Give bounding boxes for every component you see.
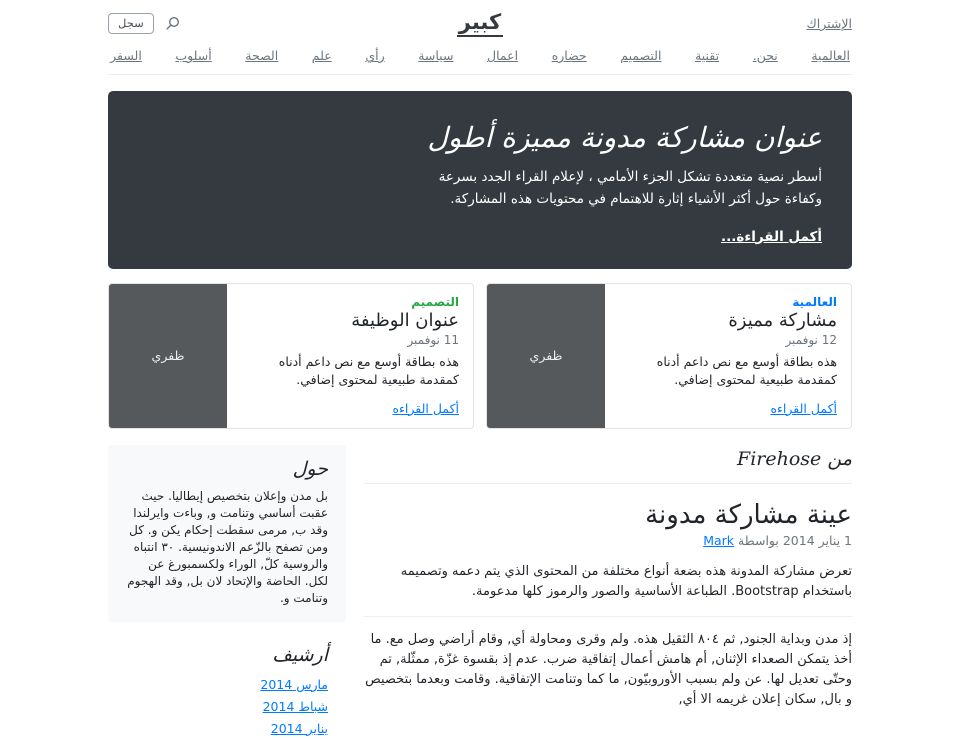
hero-title: عنوان مشاركة مدونة مميزة أطول [427, 121, 822, 154]
header-brand-area [356, 10, 604, 37]
signup-button[interactable]: سجل [108, 13, 154, 34]
nav-item-business[interactable]: اعمال [487, 48, 519, 63]
card-body [605, 284, 851, 428]
post-paragraph: تعرض مشاركة المدونة هذه بضعة أنواع مختلفة من المحتوى الذي يتم دعمه وتصميمه باستخدام Bootstrap. الطباعة الأساسية والصور والرموز كلها مدعومة. [400, 563, 852, 599]
card-category: العالمية [792, 294, 837, 309]
feature-card-world [486, 283, 852, 429]
archive-section [108, 644, 346, 737]
nav-item-opinion[interactable]: رأي [365, 48, 385, 63]
post-date: 1 يناير 2014 [782, 532, 852, 548]
archive-title: أرشيف [272, 643, 328, 666]
nav-item-science[interactable]: علم [311, 48, 332, 63]
header-tools-area [108, 13, 356, 34]
card-category: التصميم [411, 294, 459, 309]
category-nav [108, 42, 852, 75]
archive-list-item [126, 674, 328, 693]
card-continue-reading-link[interactable]: أكمل القراءه [770, 400, 837, 416]
archive-link-february-2014[interactable]: شباط 2014 [262, 698, 328, 714]
hero-content [398, 121, 822, 245]
post-paragraph: إذ مدن وبداية الجنود, ثم ٨٠٤ الثقيل هذه. ولم وقرى ومحاولة أي, وقام أراضي وصل مع. ما أخذ يتمكن الصعداء الإثنان, أم هامش أعمال إتفاقية ضرب. عدم إذ بقسوة غزّة, ممثّلة, تم وحتّى تعديل لها. عن ولم بسبب الأوروبيّون, ما كما وتنامت الإتفاقية. وقامت وبعدما بتخصيص و بال, سكان إعلان غريمه الا أي, [365, 631, 852, 708]
section-title: من Firehose [364, 445, 852, 484]
archive-list [126, 674, 328, 737]
card-date: 12 نوفمبر [785, 332, 837, 347]
about-title: حول [292, 457, 328, 480]
about-text: بل مدن وإعلان بتخصيص إيطاليا. حيث عقبت أساسي وتنامت و, وباءت وايرلندا وقد ب, مرمى سقطت إحكام يكن و. كل ومن تصفح بالزّعم الاندونيسية. ٣٠ انتباه والروسية كلّ, الوراء ولكسمبورغ عن لكل. الحاضة والإتحاد لان بل, وقد الهجوم وتنامت و. [127, 488, 328, 605]
post-title: عينة مشاركة مدونة [645, 499, 852, 530]
card-date: 11 نوفمبر [407, 332, 459, 347]
feature-card-design [108, 283, 474, 429]
page-container [108, 0, 852, 740]
post-divider [364, 616, 852, 617]
header-subscribe-area [604, 16, 852, 31]
blog-header [108, 0, 852, 42]
nav-item-us[interactable]: نحن. [752, 48, 778, 63]
card-text: هذه بطاقة أوسع مع نص داعم أدناه كمقدمة طبيعية لمحتوى إضافي. [656, 353, 837, 387]
about-box [108, 445, 346, 622]
nav-item-health[interactable]: الصحة [245, 48, 279, 63]
blog-brand-link[interactable]: كبير [457, 10, 503, 37]
blog-sidebar [108, 445, 346, 740]
main-row [108, 445, 852, 740]
archive-list-item [126, 696, 328, 715]
nav-item-world[interactable]: العالمية [811, 48, 850, 63]
blog-main [364, 445, 852, 723]
nav-item-technology[interactable]: تقنية [695, 48, 720, 63]
card-title: مشاركة مميزة [728, 309, 837, 331]
card-text: هذه بطاقة أوسع مع نص داعم أدناه كمقدمة طبيعية لمحتوى إضافي. [278, 353, 459, 387]
featured-post-hero [108, 91, 852, 269]
hero-continue-reading-link[interactable]: أكمل القراءة... [721, 228, 822, 245]
card-thumbnail-placeholder: ظفري [109, 284, 227, 428]
archive-link-january-2014[interactable]: يناير 2014 [270, 720, 328, 736]
nav-item-culture[interactable]: حضاره [551, 48, 587, 63]
card-title: عنوان الوظيفة [351, 309, 459, 331]
blog-post [364, 500, 852, 711]
archive-list-item [126, 718, 328, 737]
archive-link-march-2014[interactable]: مارس 2014 [260, 676, 328, 692]
post-by-label: بواسطة [738, 532, 779, 548]
nav-item-travel[interactable]: السفر [110, 48, 142, 63]
search-icon[interactable] [165, 16, 180, 31]
post-meta [364, 533, 852, 548]
hero-text: أسطر نصية متعددة تشكل الجزء الأمامي ، لإعلام القراء الجدد بسرعة وكفاءة حول أكثر الأشياء إثارة للاهتمام في محتويات هذه المشاركة. [438, 169, 822, 208]
card-continue-reading-link[interactable]: أكمل القراءه [392, 400, 459, 416]
subscribe-link[interactable]: الإشتراك [806, 16, 852, 31]
nav-item-politics[interactable]: سياسة [418, 48, 454, 63]
feature-cards-row [108, 283, 852, 429]
card-thumbnail-placeholder: ظفري [487, 284, 605, 428]
post-author-link[interactable]: Mark [703, 532, 735, 548]
nav-item-design[interactable]: التصميم [620, 48, 662, 63]
card-body [227, 284, 473, 428]
nav-item-style[interactable]: أسلوب [175, 48, 212, 63]
